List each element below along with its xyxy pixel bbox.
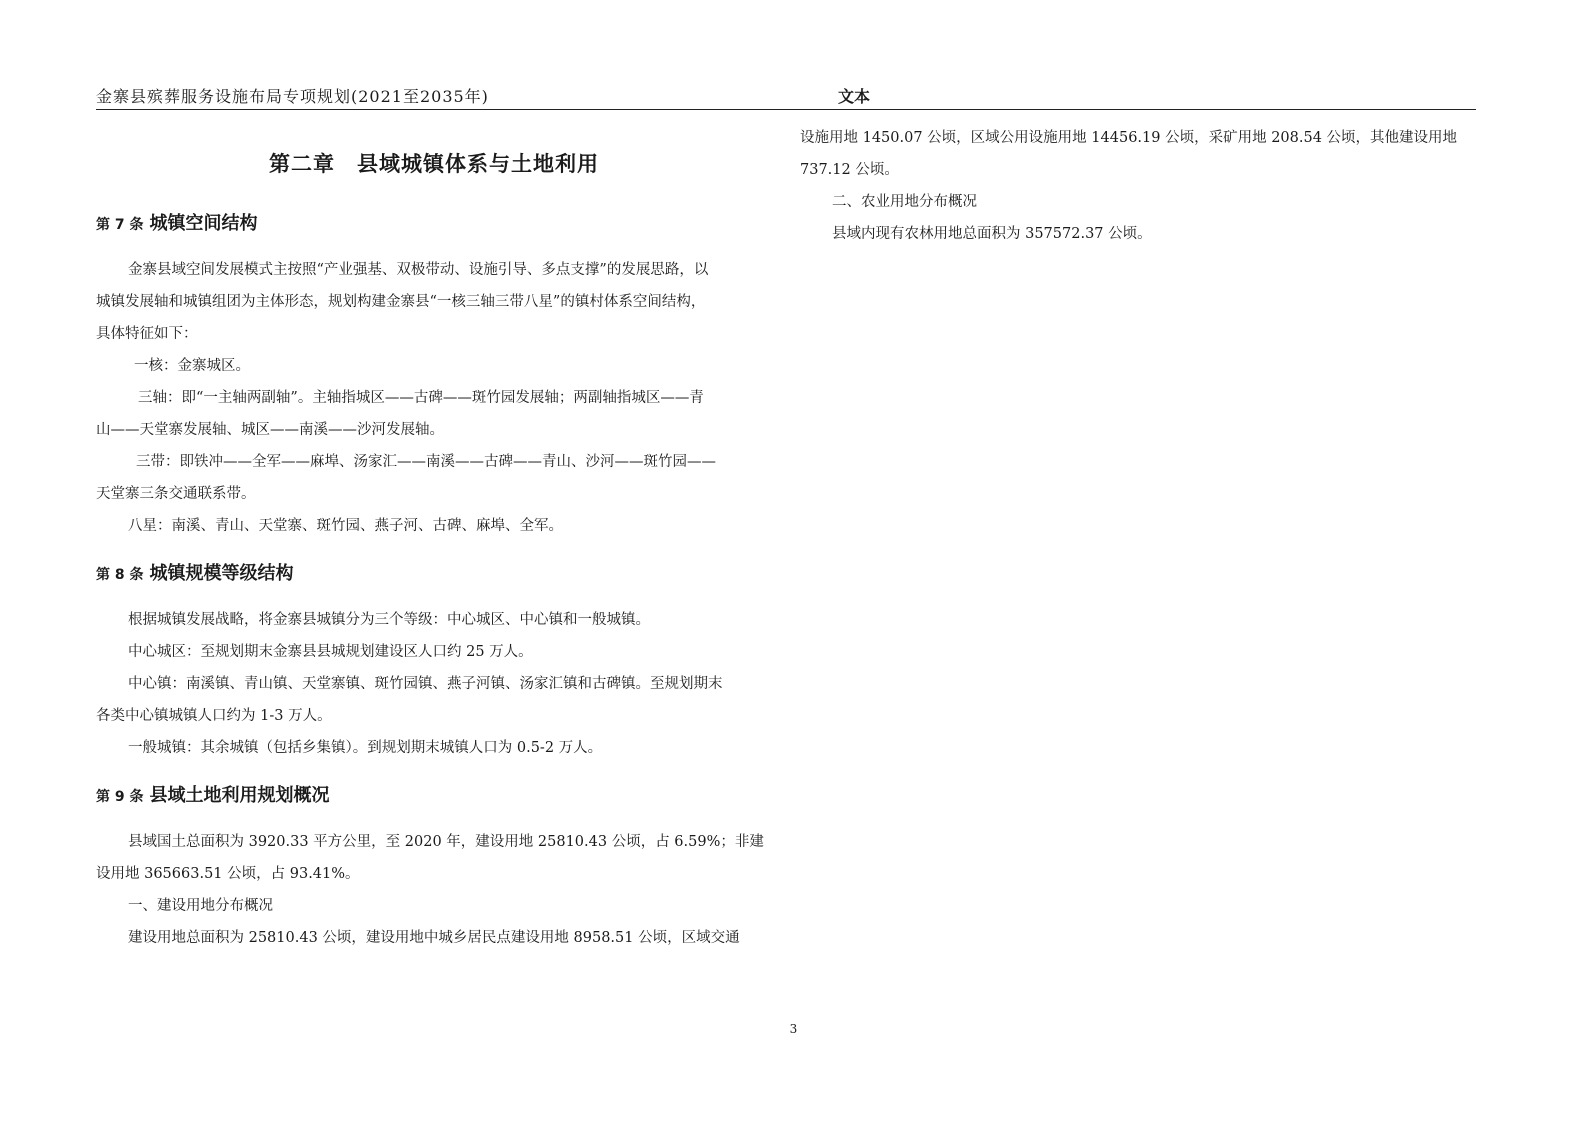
article-number: 第 9 条: [96, 789, 144, 805]
article-title: 县域土地利用规划概况: [149, 785, 330, 806]
article-title: 城镇规模等级结构: [149, 563, 294, 584]
paragraph-line: 具体特征如下：: [96, 326, 198, 342]
right-column: [800, 122, 1476, 250]
subsection-heading: 二、农业用地分布概况: [832, 194, 977, 210]
paragraph-line: 设用地 365663.51 公顷，占 93.41%。: [96, 866, 360, 882]
article-9-heading: [96, 778, 772, 812]
stars-item: 八星：南溪、青山、天堂寨、斑竹园、燕子河、古碑、麻埠、全军。: [128, 518, 563, 534]
paragraph-line: 737.12 公顷。: [800, 162, 899, 178]
paragraph-line: 金寨县域空间发展模式主按照“产业强基、双极带动、设施引导、多点支撑”的发展思路，以: [128, 262, 709, 278]
subsection-heading: 一、建设用地分布概况: [128, 898, 273, 914]
axis-item-cont: 山——天堂寨发展轴、城区——南溪——沙河发展轴。: [96, 422, 444, 438]
axis-item: 三轴：即“一主轴两副轴”。主轴指城区——古碑——斑竹园发展轴；两副轴指城区——青: [138, 390, 704, 406]
paragraph-line: 城镇发展轴和城镇组团为主体形态，规划构建金寨县“一核三轴三带八星”的镇村体系空间结构，: [96, 294, 706, 310]
page-header: [96, 84, 1476, 112]
paragraph-line: 各类中心镇城镇人口约为 1-3 万人。: [96, 708, 332, 724]
paragraph-line: 一般城镇：其余城镇（包括乡集镇）。到规划期末城镇人口为 0.5-2 万人。: [128, 740, 603, 756]
paragraph-line: 县域内现有农林用地总面积为 357572.37 公顷。: [832, 226, 1152, 242]
document-title: 金寨县殡葬服务设施布局专项规划(2021至2035年): [96, 87, 489, 106]
belt-item: 三带：即铁冲——全军——麻埠、汤家汇——南溪——古碑——青山、沙河——斑竹园——: [136, 454, 716, 470]
paragraph-line: 中心镇：南溪镇、青山镇、天堂寨镇、斑竹园镇、燕子河镇、汤家汇镇和古碑镇。至规划期末: [128, 676, 723, 692]
article-title: 城镇空间结构: [149, 213, 258, 234]
left-column: [96, 140, 772, 954]
article-number: 第 8 条: [96, 567, 144, 583]
chapter-title: 第二章 县域城镇体系与土地利用: [269, 152, 599, 176]
article-7-heading: [96, 206, 772, 240]
paragraph-line: 中心城区：至规划期末金寨县县城规划建设区人口约 25 万人。: [128, 644, 533, 660]
page-number: 3: [789, 1022, 798, 1036]
document-type-label: 文本: [838, 87, 871, 106]
core-item: 一核：金寨城区。: [134, 358, 250, 374]
paragraph-line: 根据城镇发展战略，将金寨县城镇分为三个等级：中心城区、中心镇和一般城镇。: [128, 612, 650, 628]
paragraph-line: 县域国土总面积为 3920.33 平方公里，至 2020 年，建设用地 25810.43 公顷，占 6.59%；非建: [128, 834, 764, 850]
article-number: 第 7 条: [96, 217, 144, 233]
article-8-heading: [96, 556, 772, 590]
header-divider: [96, 109, 1476, 110]
paragraph-line: 设施用地 1450.07 公顷，区域公用设施用地 14456.19 公顷，采矿用地 208.54 公顷，其他建设用地: [800, 130, 1458, 146]
belt-item-cont: 天堂寨三条交通联系带。: [96, 486, 256, 502]
paragraph-line: 建设用地总面积为 25810.43 公顷，建设用地中城乡居民点建设用地 8958.51 公顷，区域交通: [128, 930, 740, 946]
